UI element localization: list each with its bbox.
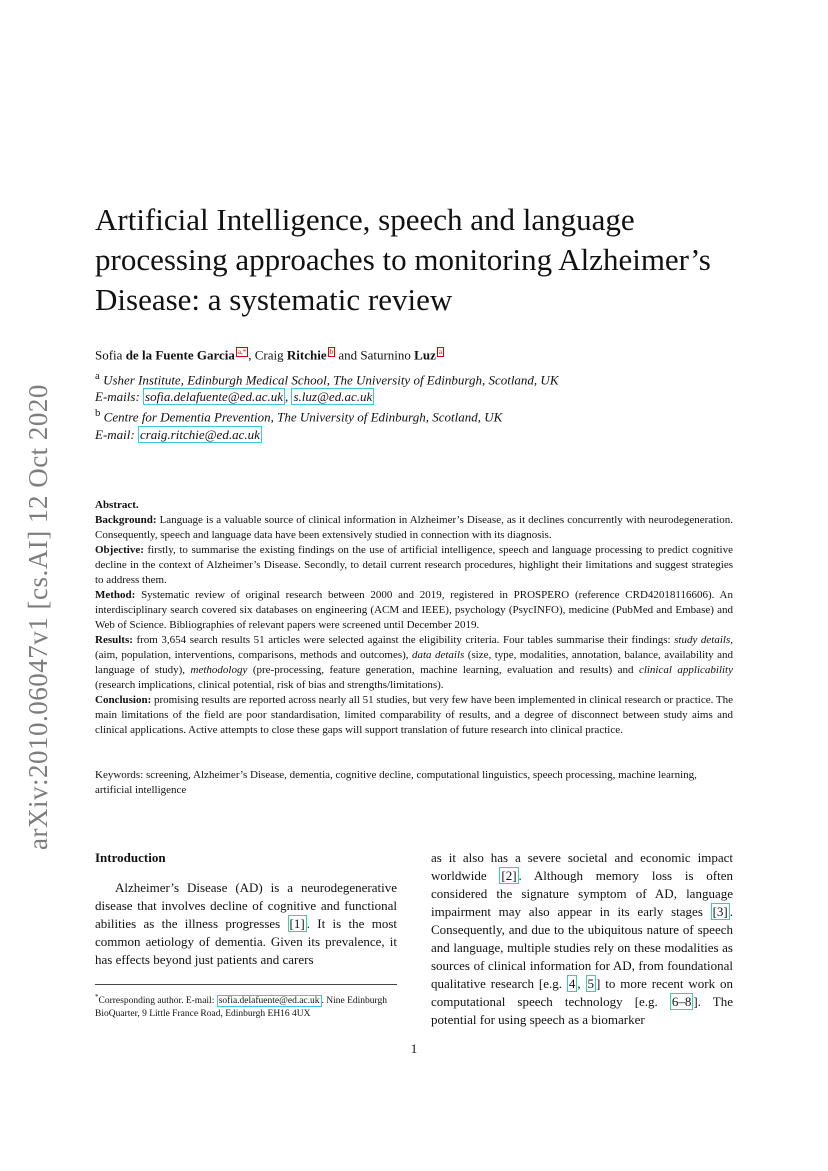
- abstract-objective: [95, 543, 733, 588]
- paragraph: [95, 879, 397, 969]
- abstract: [95, 498, 733, 738]
- email-link[interactable]: sofia.delafuente@ed.ac.uk: [218, 996, 320, 1007]
- section-text: Language is a valuable source of clinical information in Alzheimer’s Disease, as it declines concurrently with neurodegeneration. Consequently, speech and language data have been extensively studied in connection with its diagnosis.: [95, 514, 733, 541]
- affiliations: [95, 368, 559, 443]
- email-link[interactable]: s.luz@ed.ac.uk: [293, 389, 373, 405]
- author-surname: de la Fuente Garcia: [125, 347, 235, 363]
- emphasis: study details: [674, 634, 731, 646]
- author-surname: Ritchie: [286, 347, 327, 363]
- section-label: Conclusion:: [95, 694, 152, 706]
- footnote-text: Corresponding author. E-mail:: [98, 996, 217, 1007]
- author-first-name: and Saturnino: [335, 347, 415, 363]
- email-label: E-mail:: [95, 426, 138, 442]
- email-link[interactable]: craig.ritchie@ed.ac.uk: [139, 426, 260, 442]
- email-separator: ,: [284, 389, 292, 405]
- keywords: Keywords: screening, Alzheimer’s Disease, dementia, cognitive decline, computational linguistics, speech processing, machine learning, artificial intelligence: [95, 769, 697, 796]
- section-text: (size, type, modalities, annotation, balance, availability and language of study),: [95, 649, 733, 676]
- paper-title: Artificial Intelligence, speech and language processing approaches to monitoring Alzheimer’s Disease: a systematic review: [95, 202, 711, 317]
- abstract-method: [95, 588, 733, 633]
- citation-link[interactable]: 4: [568, 976, 576, 991]
- paragraph-text: ] to more recent work on computational speech technology [e.g.: [431, 976, 734, 1009]
- affiliation-marker[interactable]: b: [329, 348, 334, 356]
- paragraph-text: . Consequently, and due to the ubiquitous nature of speech and language, multiple studies rely on these modalities as sources of clinical information for AD, from foundational qualitative research [e.g.: [431, 904, 733, 991]
- emphasis: clinical applicability: [638, 664, 733, 676]
- abstract-background: [95, 513, 733, 543]
- arxiv-identifier: arXiv:2010.06047v1 [cs.AI] 12 Oct 2020: [23, 384, 53, 850]
- affiliation-text: Centre for Dementia Prevention, The University of Edinburgh, Scotland, UK: [100, 409, 503, 425]
- author-surname: Luz: [414, 347, 436, 363]
- footnote-text: . Nine Edinburgh BioQuarter, 9 Little France Road, Edinburgh EH16 4UX: [95, 996, 388, 1020]
- affiliation-marker[interactable]: a: [438, 348, 442, 356]
- section-text: firstly, to summarise the existing findings on the use of artificial intelligence, speech and language processing to predict cognitive decline in the context of Alzheimer’s Disease. Secondly, to detail current research procedures, highlight their limitations and suggest strategies to address them.: [95, 544, 733, 586]
- paragraph-text: ]. The potential for using speech as a biomarker: [431, 994, 733, 1027]
- citation-link[interactable]: [3]: [712, 904, 728, 919]
- email-label: E-mails:: [95, 389, 144, 405]
- email-link[interactable]: sofia.delafuente@ed.ac.uk: [145, 389, 283, 405]
- section-text: , (aim, population, interventions, comparisons, methods and outcomes),: [95, 634, 734, 661]
- citation-link[interactable]: 6–8: [671, 994, 692, 1009]
- paragraph-text: . It is the most common aetiology of dementia. Given its prevalence, it has effects beyond just patients and carers: [95, 916, 398, 967]
- paragraph-text: as it also has a severe societal and economic impact worldwide: [431, 850, 733, 883]
- paragraph-text: . Although memory loss is often considered the signature symptom of AD, language impairment may also appear in its early stages: [431, 868, 733, 919]
- abstract-heading: Abstract.: [95, 499, 139, 511]
- author-first-name: , Craig: [248, 347, 287, 363]
- left-column: [95, 849, 397, 969]
- citation-link[interactable]: 5: [587, 976, 595, 991]
- section-label: Method:: [95, 589, 136, 601]
- right-column: [431, 849, 733, 1029]
- footnote: [95, 984, 397, 1021]
- footnote-marker: *: [95, 993, 99, 1001]
- section-text: (pre-processing, feature generation, machine learning, evaluation and results) and: [247, 664, 639, 676]
- citation-link[interactable]: [2]: [501, 868, 517, 883]
- page-number: 1: [410, 1041, 418, 1056]
- emphasis: methodology: [190, 664, 248, 676]
- abstract-results: [95, 633, 733, 693]
- author-list: [95, 347, 444, 363]
- affiliation-b-email: [95, 426, 559, 443]
- affiliation-a: [95, 368, 559, 388]
- affiliation-b: [95, 405, 559, 425]
- section-label: Objective:: [95, 544, 144, 556]
- paragraph-text: Alzheimer’s Disease (AD) is a neurodegenerative disease that involves decline of cognitive and functional abilities as the illness progresses: [95, 880, 397, 931]
- affiliation-marker[interactable]: a,*: [237, 348, 247, 356]
- affiliation-superscript: b: [95, 407, 101, 420]
- section-label: Results:: [95, 634, 133, 646]
- section-text: promising results are reported across nearly all 51 studies, but very few have been implemented in clinical research or practice. The main limitations of the field are poor standardisation, limited comparability of results, and a degree of disconnect between study aims and clinical applications. Active attempts to close these gaps will support translation of future research into clinical practice.: [95, 694, 733, 736]
- citation-link[interactable]: [1]: [289, 916, 305, 931]
- section-text: Systematic review of original research between 2000 and 2019, registered in PROSPERO (reference CRD42018116606). An interdisciplinary search covered six databases on engineering (ACM and IEEE), psychology (PsycINFO), medicine (PubMed and Embase) and Web of Science. Bibliographies of relevant papers were screened until December 2019.: [95, 589, 733, 631]
- author-first-name: Sofia: [95, 347, 126, 363]
- section-label: Background:: [95, 514, 157, 526]
- affiliation-a-emails: [95, 388, 559, 405]
- section-text: (research implications, clinical potential, risk of bias and strengths/limitations).: [95, 679, 444, 691]
- abstract-conclusion: [95, 693, 733, 738]
- section-heading: Introduction: [95, 850, 166, 865]
- section-text: from 3,654 search results 51 articles were selected against the eligibility criteria. Four tables summarise their findings:: [132, 634, 675, 646]
- paragraph-text: ,: [577, 976, 586, 991]
- emphasis: data details: [411, 649, 465, 661]
- affiliation-text: Usher Institute, Edinburgh Medical School, The University of Edinburgh, Scotland, UK: [99, 372, 559, 388]
- affiliation-superscript: a: [95, 370, 100, 382]
